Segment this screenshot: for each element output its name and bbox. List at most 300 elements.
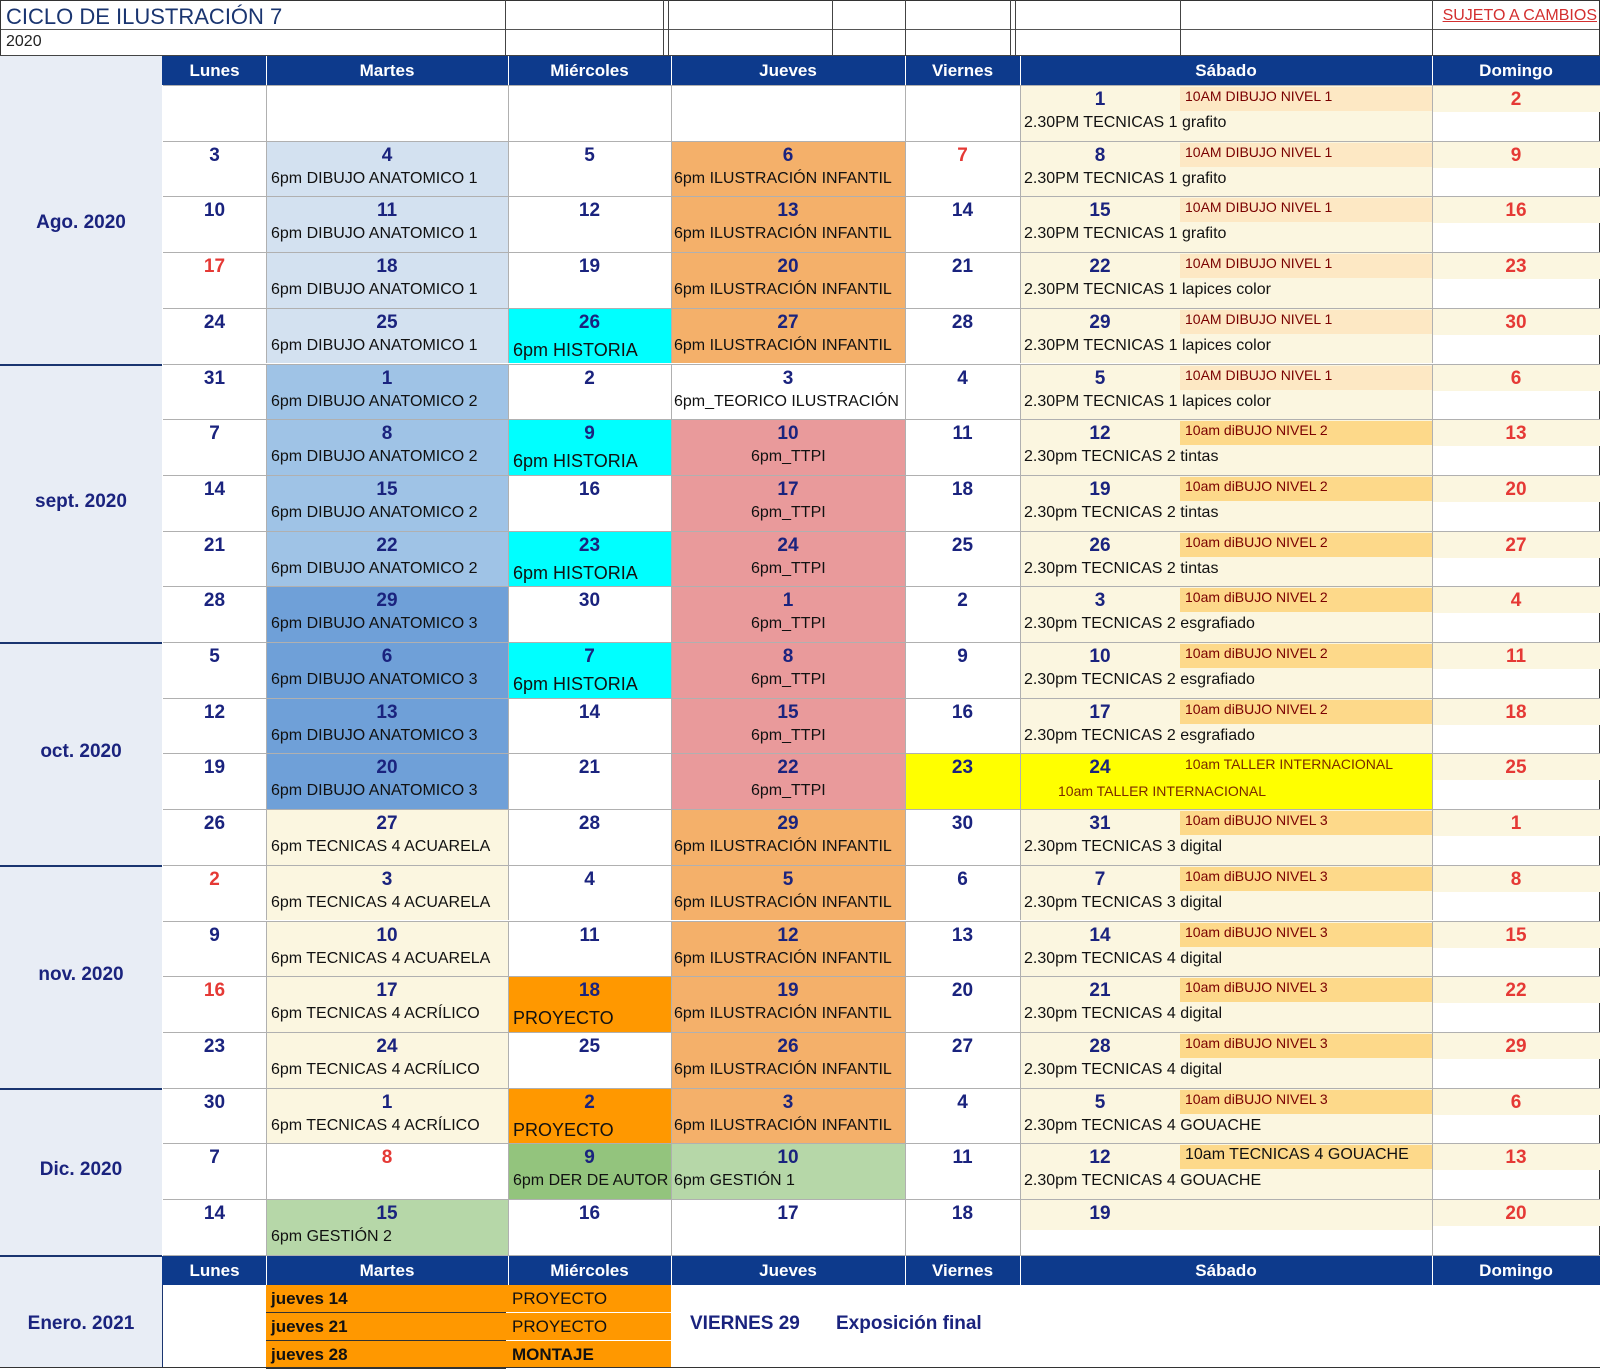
day-number-viernes: 18: [951, 1203, 974, 1224]
day-number-domingo: 18: [1505, 701, 1527, 723]
day-number-sabado: 8: [1094, 144, 1106, 166]
grid-line: [163, 1032, 1600, 1033]
event-sabado-am: 10am diBUJO NIVEL 2: [1185, 477, 1328, 494]
day-number-miercoles: 23: [578, 534, 601, 556]
event-sabado-am: 10AM DIBUJO NIVEL 1: [1185, 310, 1333, 327]
grid-line: [163, 308, 1600, 309]
day-number-miercoles: 26: [578, 311, 601, 333]
event-sabado-pm: 2.30PM TECNICAS 1 grafito: [1024, 225, 1227, 243]
day-number-lunes: 21: [203, 534, 226, 556]
day-number-viernes: 9: [957, 646, 968, 667]
enero-final-event: Exposición final: [836, 1313, 982, 1334]
event-sabado-pm: 2.30pm TECNICAS 2 esgrafiado: [1024, 726, 1255, 744]
weekday-header-miercoles: Miércoles: [550, 61, 629, 80]
day-number-martes: 27: [376, 813, 398, 835]
event-martes: 6pm DIBUJO ANATOMICO 1: [271, 225, 478, 243]
event-jueves: 6pm_TTPI: [751, 671, 826, 688]
notice-link[interactable]: SUJETO A CAMBIOS: [1442, 7, 1597, 24]
enero-row-label: jueves 21: [271, 1317, 348, 1336]
day-number-jueves: 8: [782, 646, 794, 667]
event-martes: 6pm DIBUJO ANATOMICO 1: [271, 169, 478, 187]
event-martes: 6pm DIBUJO ANATOMICO 3: [271, 671, 478, 688]
weekday-header-jueves: Jueves: [759, 61, 817, 80]
day-number-martes: 8: [381, 1147, 393, 1169]
day-number-lunes: 9: [209, 924, 220, 946]
event-sabado-am: 10AM DIBUJO NIVEL 1: [1185, 199, 1333, 216]
event-sabado-am: 10am diBUJO NIVEL 2: [1185, 589, 1328, 606]
event-martes: 6pm DIBUJO ANATOMICO 1: [271, 281, 478, 299]
event-sabado-am: 10am diBUJO NIVEL 3: [1185, 1034, 1328, 1051]
event-sabado-pm: 2.30pm TECNICAS 4 digital: [1024, 1005, 1223, 1023]
weekday-header-domingo: Domingo: [1479, 61, 1553, 80]
grid-line: [905, 85, 906, 141]
weekday-header-lunes: Lunes: [189, 1261, 240, 1280]
day-number-jueves: 17: [777, 1203, 799, 1224]
day-number-lunes: 17: [203, 256, 226, 278]
day-number-domingo: 2: [1510, 89, 1522, 110]
grid-line: [0, 29, 1600, 30]
day-number-viernes: 27: [951, 1035, 974, 1057]
event-sabado-pm: 2.30PM TECNICAS 1 lapices color: [1024, 392, 1271, 410]
day-number-martes: 11: [376, 200, 398, 222]
day-number-sabado: 12: [1089, 423, 1111, 445]
day-number-viernes: 4: [957, 367, 968, 389]
event-sabado-am: 10am diBUJO NIVEL 2: [1185, 700, 1328, 717]
event-sabado-am: 10am diBUJO NIVEL 2: [1185, 533, 1328, 550]
day-number-sabado: 5: [1094, 367, 1106, 389]
day-number-lunes: 14: [203, 1203, 226, 1224]
day-number-viernes: 25: [951, 534, 974, 556]
day-number-miercoles: 16: [578, 478, 601, 500]
event-sabado-am: 10am TECNICAS 4 GOUACHE: [1185, 1146, 1409, 1164]
day-number-martes: 8: [381, 423, 393, 445]
event-martes: 6pm TECNICAS 4 ACRÍLICO: [271, 1005, 480, 1023]
grid-line: [266, 85, 267, 141]
grid-line: [163, 698, 1600, 699]
grid-line: [163, 364, 1600, 365]
weekday-header-sabado: Sábado: [1195, 1261, 1257, 1280]
event-sabado-am: 10AM DIBUJO NIVEL 1: [1185, 88, 1333, 104]
day-number-jueves: 19: [777, 980, 799, 1002]
grid-line: [0, 364, 162, 366]
grid-line: [832, 0, 833, 55]
grid-line: [163, 419, 1600, 420]
grid-line: [671, 56, 672, 85]
month-label: Dic. 2020: [39, 1159, 123, 1181]
day-number-viernes: 18: [951, 478, 974, 500]
event-sabado-pm: 2.30pm TECNICAS 4 digital: [1024, 949, 1223, 967]
grid-line: [668, 0, 669, 55]
event-jueves: 6pm_TTPI: [751, 726, 826, 744]
day-number-sabado: 19: [1089, 1203, 1111, 1224]
grid-line: [163, 586, 1600, 587]
day-number-viernes: 30: [951, 813, 974, 835]
weekday-header-lunes: Lunes: [189, 61, 240, 80]
day-number-lunes: 24: [203, 311, 226, 333]
event-sabado-pm: 2.30pm TECNICAS 3 digital: [1024, 838, 1223, 856]
year-label: 2020: [6, 33, 42, 50]
day-number-sabado: 31: [1089, 813, 1111, 835]
day-number-martes: 20: [376, 757, 398, 779]
grid-line: [163, 252, 1600, 253]
day-number-lunes: 16: [203, 980, 226, 1002]
day-number-martes: 29: [376, 590, 398, 612]
day-number-miercoles: 30: [578, 590, 601, 612]
event-sabado-am: 10am diBUJO NIVEL 3: [1185, 979, 1328, 996]
event-jueves: 6pm ILUSTRACIÓN INFANTIL: [674, 838, 892, 856]
grid-line: [1432, 1256, 1433, 1285]
event-martes: 6pm DIBUJO ANATOMICO 3: [271, 615, 478, 633]
day-number-martes: 4: [381, 144, 393, 166]
day-number-domingo: 6: [1510, 1091, 1522, 1113]
grid-line: [1020, 1256, 1021, 1285]
grid-line: [163, 865, 1600, 866]
grid-line: [163, 1199, 1600, 1200]
row-jueves: [671, 85, 905, 141]
day-number-domingo: 6: [1510, 367, 1522, 389]
grid-line: [163, 809, 1600, 810]
event-miercoles: 6pm DER DE AUTOR: [513, 1172, 669, 1190]
event-jueves: 6pm GESTIÓN 1: [674, 1172, 795, 1190]
day-number-sabado: 15: [1089, 200, 1111, 222]
grid-line: [163, 753, 1600, 754]
day-number-domingo: 20: [1505, 1203, 1527, 1224]
event-jueves: 6pm_TTPI: [751, 559, 826, 577]
grid-line: [163, 475, 1600, 476]
event-martes: 6pm DIBUJO ANATOMICO 1: [271, 336, 478, 354]
day-number-miercoles: 21: [578, 757, 601, 779]
event-miercoles: 6pm HISTORIA: [513, 562, 638, 583]
event-jueves: 6pm ILUSTRACIÓN INFANTIL: [674, 893, 892, 911]
event-jueves: 6pm ILUSTRACIÓN INFANTIL: [674, 1116, 892, 1134]
enero-row-label: jueves 28: [271, 1345, 348, 1364]
event-sabado-pm: 2.30PM TECNICAS 1 grafito: [1024, 169, 1227, 187]
event-sabado-am: 10am diBUJO NIVEL 3: [1185, 867, 1328, 884]
day-number-domingo: 11: [1505, 646, 1527, 667]
event-martes: 6pm DIBUJO ANATOMICO 2: [271, 559, 478, 577]
day-number-viernes: 7: [957, 144, 968, 166]
grid-line: [163, 921, 1600, 922]
event-martes: 6pm TECNICAS 4 ACRÍLICO: [271, 1116, 480, 1134]
day-number-viernes: 16: [951, 701, 974, 723]
day-number-viernes: 2: [957, 590, 968, 612]
day-number-domingo: 29: [1505, 1035, 1527, 1057]
event-jueves: 6pm ILUSTRACIÓN INFANTIL: [674, 1060, 892, 1078]
event-sabado-pm: 2.30pm TECNICAS 2 esgrafiado: [1024, 671, 1255, 688]
event-sabado-pm: 2.30pm TECNICAS 4 GOUACHE: [1024, 1116, 1262, 1134]
day-number-domingo: 13: [1505, 1147, 1527, 1169]
event-sabado-pm: 2.30pm TECNICAS 2 tintas: [1024, 559, 1219, 577]
event-sabado-am: 10am diBUJO NIVEL 2: [1185, 422, 1328, 439]
month-label: Enero. 2021: [27, 1313, 135, 1334]
day-number-martes: 3: [381, 868, 393, 890]
event-sabado-pm: 2.30pm TECNICAS 2 esgrafiado: [1024, 615, 1255, 633]
day-number-lunes: 31: [203, 367, 226, 389]
event-martes: 6pm DIBUJO ANATOMICO 2: [271, 392, 478, 410]
grid-line: [1010, 0, 1011, 55]
grid-line: [508, 85, 509, 141]
event-jueves: 6pm ILUSTRACIÓN INFANTIL: [674, 281, 892, 299]
enero-row-value: PROYECTO: [512, 1289, 608, 1308]
day-number-jueves: 12: [777, 924, 799, 946]
grid-line: [163, 1255, 1600, 1256]
day-number-martes: 1: [381, 367, 393, 389]
day-number-domingo: 16: [1505, 200, 1527, 222]
day-number-lunes: 3: [209, 144, 220, 166]
day-number-viernes: 6: [957, 868, 968, 890]
event-martes: 6pm TECNICAS 4 ACUARELA: [271, 949, 491, 967]
day-number-sabado: 1: [1094, 89, 1106, 110]
event-sabado-pm: 2.30pm TECNICAS 3 digital: [1024, 893, 1223, 911]
day-number-domingo: 30: [1505, 311, 1527, 333]
day-number-jueves: 27: [777, 311, 799, 333]
grid-line: [905, 0, 906, 55]
event-sabado-am: 10am diBUJO NIVEL 3: [1185, 1090, 1328, 1107]
day-number-jueves: 3: [782, 367, 794, 389]
grid-line: [163, 196, 1600, 197]
day-number-miercoles: 2: [584, 367, 595, 389]
day-number-miercoles: 2: [584, 1091, 595, 1113]
day-number-jueves: 24: [777, 534, 799, 556]
event-martes: 6pm DIBUJO ANATOMICO 2: [271, 503, 478, 521]
grid-line: [1432, 0, 1433, 55]
day-number-jueves: 6: [782, 144, 794, 166]
day-number-sabado: 10: [1089, 646, 1111, 667]
grid-line: [266, 1256, 267, 1285]
day-number-sabado: 17: [1089, 701, 1111, 723]
event-jueves: 6pm_TEORICO ILUSTRACIÓN: [674, 392, 899, 410]
grid-line: [0, 865, 162, 867]
event-sabado-pm: 2.30pm TECNICAS 2 tintas: [1024, 448, 1219, 466]
grid-line: [1020, 56, 1021, 85]
day-number-sabado: 5: [1094, 1091, 1106, 1113]
day-number-martes: 17: [376, 980, 398, 1002]
event-martes: 6pm DIBUJO ANATOMICO 2: [271, 448, 478, 466]
day-number-jueves: 17: [777, 478, 799, 500]
day-number-martes: 10: [376, 924, 398, 946]
day-number-sabado: 3: [1094, 590, 1106, 612]
day-number-lunes: 28: [203, 590, 226, 612]
weekday-header-jueves: Jueves: [759, 1261, 817, 1280]
grid-line: [0, 0, 1600, 1]
event-sabado-pm: 2.30PM TECNICAS 1 grafito: [1024, 114, 1227, 131]
event-miercoles: 6pm HISTORIA: [513, 451, 638, 472]
day-number-martes: 22: [376, 534, 398, 556]
day-number-domingo: 9: [1510, 144, 1522, 166]
enero-row-value: MONTAJE: [512, 1345, 594, 1364]
weekday-header-domingo: Domingo: [1479, 1261, 1553, 1280]
day-number-jueves: 26: [777, 1035, 799, 1057]
day-number-martes: 6: [381, 646, 393, 667]
grid-line: [505, 0, 506, 55]
event-jueves: 6pm ILUSTRACIÓN INFANTIL: [674, 1005, 892, 1023]
day-number-martes: 15: [376, 1203, 398, 1224]
day-number-martes: 1: [381, 1091, 393, 1113]
day-number-miercoles: 25: [578, 1035, 601, 1057]
weekday-header-miercoles: Miércoles: [550, 1261, 629, 1280]
event-jueves: 6pm ILUSTRACIÓN INFANTIL: [674, 949, 892, 967]
grid-line: [905, 56, 906, 85]
event-sabado-am: 10AM DIBUJO NIVEL 1: [1185, 255, 1333, 272]
day-number-martes: 18: [376, 256, 398, 278]
event-martes: 6pm TECNICAS 4 ACUARELA: [271, 838, 491, 856]
event-miercoles: PROYECTO: [513, 1008, 614, 1029]
day-number-domingo: 23: [1505, 256, 1527, 278]
day-number-miercoles: 9: [584, 423, 595, 445]
event-sabado-am: 10AM DIBUJO NIVEL 1: [1185, 366, 1333, 383]
grid-line: [163, 1143, 1600, 1144]
day-number-jueves: 10: [777, 423, 799, 445]
day-number-domingo: 1: [1510, 813, 1522, 835]
day-number-miercoles: 5: [584, 144, 595, 166]
day-number-lunes: 30: [203, 1091, 226, 1113]
event-sabado-pm: 2.30PM TECNICAS 1 lapices color: [1024, 281, 1271, 299]
event-sabado-am: 10am TALLER INTERNACIONAL: [1185, 756, 1393, 773]
day-number-miercoles: 18: [578, 980, 601, 1002]
day-number-lunes: 7: [209, 1147, 220, 1169]
day-number-sabado: 19: [1089, 478, 1111, 500]
event-sabado-pm: 2.30pm TECNICAS 4 digital: [1024, 1060, 1223, 1078]
day-number-sabado: 7: [1094, 868, 1106, 890]
event-jueves: 6pm ILUSTRACIÓN INFANTIL: [674, 336, 892, 354]
weekday-header-sabado: Sábado: [1195, 61, 1257, 80]
day-number-lunes: 2: [209, 868, 220, 890]
day-number-viernes: 11: [952, 423, 973, 445]
day-number-sabado: 29: [1089, 311, 1111, 333]
day-number-lunes: 10: [203, 200, 226, 222]
day-number-miercoles: 19: [578, 256, 601, 278]
day-number-jueves: 20: [777, 256, 799, 278]
day-number-jueves: 29: [777, 813, 799, 835]
event-jueves: 6pm_TTPI: [751, 615, 826, 633]
grid-line: [508, 1256, 509, 1285]
day-number-viernes: 4: [957, 1091, 968, 1113]
event-sabado-am: 10am diBUJO NIVEL 3: [1185, 923, 1328, 940]
day-number-sabado: 12: [1089, 1147, 1111, 1169]
event-martes: 6pm GESTIÓN 2: [271, 1228, 392, 1245]
grid-line: [163, 141, 1600, 142]
day-number-martes: 13: [376, 701, 398, 723]
grid-line: [163, 531, 1600, 532]
row-viernes: [905, 85, 1020, 141]
event-jueves: 6pm_TTPI: [751, 503, 826, 521]
grid-line: [671, 1256, 672, 1285]
day-number-domingo: 8: [1510, 868, 1522, 890]
day-number-viernes: 14: [951, 200, 974, 222]
grid-line: [162, 1285, 163, 1368]
day-number-lunes: 26: [203, 813, 226, 835]
day-number-jueves: 3: [782, 1091, 794, 1113]
month-label: nov. 2020: [38, 964, 124, 986]
day-number-martes: 15: [376, 478, 398, 500]
grid-line: [663, 0, 664, 55]
event-miercoles: 6pm HISTORIA: [513, 674, 638, 694]
grid-line: [163, 976, 1600, 977]
enero-row-label: jueves 14: [271, 1289, 348, 1308]
day-number-martes: 24: [376, 1035, 398, 1057]
grid-line: [671, 85, 672, 141]
day-number-martes: 25: [376, 311, 398, 333]
day-number-lunes: 5: [209, 646, 220, 667]
grid-line: [905, 1256, 906, 1285]
grid-line: [163, 1088, 1600, 1089]
grid-line: [508, 56, 509, 85]
event-jueves: 6pm ILUSTRACIÓN INFANTIL: [674, 225, 892, 243]
page-title: CICLO DE ILUSTRACIÓN 7: [6, 4, 283, 29]
month-label: Ago. 2020: [36, 212, 126, 234]
day-number-domingo: 4: [1510, 590, 1522, 612]
event-sabado-pm: 10am TALLER INTERNACIONAL: [1058, 783, 1266, 800]
weekday-header-martes: Martes: [359, 1261, 415, 1280]
grid-line: [163, 642, 1600, 643]
day-number-domingo: 27: [1505, 534, 1527, 556]
day-number-lunes: 14: [203, 478, 226, 500]
day-number-viernes: 28: [951, 311, 974, 333]
enero-row-value: PROYECTO: [512, 1317, 608, 1336]
day-number-lunes: 23: [203, 1035, 226, 1057]
day-number-sabado: 24: [1089, 757, 1111, 779]
day-number-lunes: 12: [203, 701, 226, 723]
day-number-jueves: 1: [782, 590, 794, 612]
grid-line: [1432, 56, 1433, 85]
event-sabado-am: 10AM DIBUJO NIVEL 1: [1185, 143, 1333, 160]
grid-line: [1015, 0, 1016, 55]
day-number-jueves: 13: [777, 200, 799, 222]
day-number-viernes: 11: [952, 1147, 973, 1169]
day-number-sabado: 21: [1089, 980, 1111, 1002]
weekday-header-viernes: Viernes: [931, 1261, 994, 1280]
grid-line: [163, 85, 1600, 86]
day-number-jueves: 5: [782, 868, 794, 890]
day-number-domingo: 13: [1505, 423, 1527, 445]
day-number-domingo: 15: [1505, 924, 1527, 946]
day-number-viernes: 21: [951, 256, 974, 278]
grid-line: [0, 1088, 162, 1090]
row-lunes: [163, 85, 266, 141]
event-miercoles: 6pm HISTORIA: [513, 339, 638, 360]
event-sabado-am: 10am diBUJO NIVEL 3: [1185, 812, 1328, 829]
event-jueves: 6pm_TTPI: [751, 448, 826, 466]
month-label: oct. 2020: [40, 741, 122, 763]
day-number-miercoles: 4: [584, 868, 595, 890]
event-martes: 6pm DIBUJO ANATOMICO 3: [271, 782, 478, 800]
day-number-miercoles: 9: [584, 1147, 595, 1169]
event-martes: 6pm TECNICAS 4 ACRÍLICO: [271, 1060, 480, 1078]
day-number-viernes: 23: [951, 757, 974, 779]
month-label: sept. 2020: [35, 490, 127, 512]
day-number-domingo: 20: [1505, 478, 1527, 500]
event-miercoles: PROYECTO: [513, 1119, 614, 1140]
event-martes: 6pm TECNICAS 4 ACUARELA: [271, 893, 491, 911]
enero-final-day: VIERNES 29: [690, 1313, 800, 1334]
grid-line: [0, 55, 1600, 56]
row-martes: [266, 85, 508, 141]
event-sabado-pm: 2.30PM TECNICAS 1 lapices color: [1024, 336, 1271, 354]
day-number-sabado: 26: [1089, 534, 1111, 556]
day-number-viernes: 20: [951, 980, 974, 1002]
day-number-jueves: 22: [777, 757, 799, 779]
day-number-domingo: 22: [1505, 980, 1527, 1002]
day-number-sabado: 28: [1089, 1035, 1111, 1057]
day-number-miercoles: 7: [584, 646, 595, 667]
day-number-viernes: 13: [951, 924, 974, 946]
day-number-miercoles: 12: [578, 200, 601, 222]
event-sabado-am: 10am diBUJO NIVEL 2: [1185, 645, 1328, 661]
row-miercoles: [508, 85, 671, 141]
grid-line: [0, 1255, 162, 1257]
day-number-miercoles: 14: [578, 701, 601, 723]
event-sabado-pm: 2.30pm TECNICAS 2 tintas: [1024, 503, 1219, 521]
